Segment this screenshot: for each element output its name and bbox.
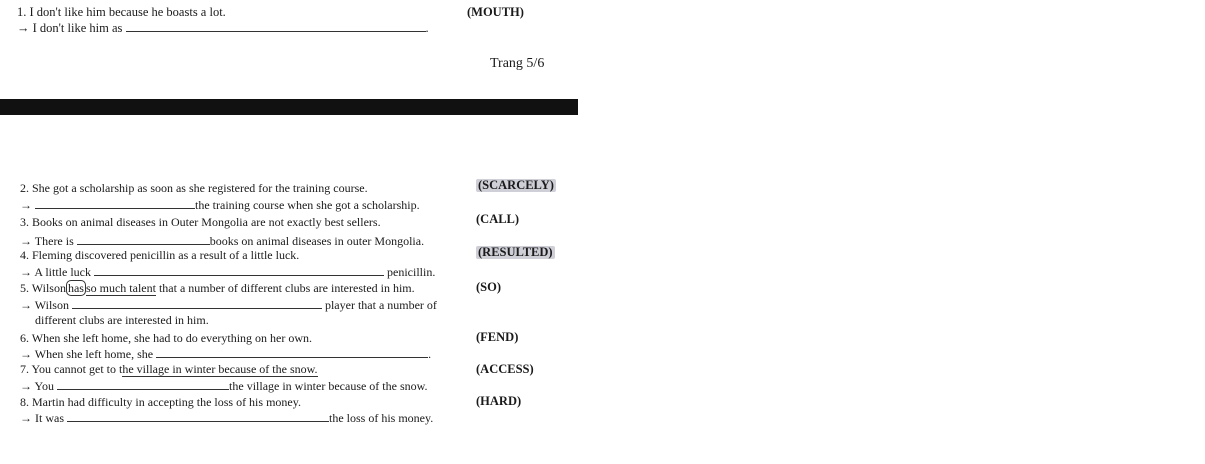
question-5-sentence-start: 5. Wilson (20, 281, 66, 295)
question-8-keyword: (HARD) (476, 394, 522, 408)
question-5-keyword: (SO) (476, 280, 501, 294)
question-5-answer (20, 298, 437, 311)
question-3-answer (20, 234, 424, 247)
question-2-arrow: → (20, 198, 32, 212)
question-3-sentence: 3. Books on animal diseases in Outer Mongolia are not exactly best sellers. (20, 215, 381, 229)
question-5-blank[interactable] (72, 298, 322, 309)
question-5-underlined-phrase: so much talent (85, 281, 156, 295)
question-6-blank[interactable] (156, 347, 428, 358)
question-2-sentence: 2. She got a scholarship as soon as she registered for the training course. (20, 181, 368, 195)
question-7-underlined-phrase: he village in winter because of the snow. (122, 362, 318, 376)
question-4-answer-prefix: → A little luck (20, 265, 91, 279)
question-6-keyword: (FEND) (476, 330, 519, 344)
question-5-answer-suffix: player that a number of (324, 298, 437, 312)
question-2-answer-suffix: the training course when she got a scholarship. (195, 198, 420, 212)
question-6-sentence: 6. When she left home, she had to do everything on her own. (20, 331, 313, 345)
question-4-answer (20, 265, 435, 278)
question-8-answer-suffix: the loss of his money. (329, 411, 434, 425)
question-3-keyword: (CALL) (476, 212, 520, 226)
question-5-sentence-end: that a number of different clubs are interested in him. (158, 281, 415, 295)
question-4-blank[interactable] (94, 265, 384, 276)
question-4-sentence: 4. Fleming discovered penicillin as a result of a little luck. (20, 248, 300, 262)
question-7-blank[interactable] (57, 379, 229, 390)
question-3-answer-suffix: books on animal diseases in outer Mongolia. (209, 234, 425, 248)
question-7-keyword: (ACCESS) (476, 362, 534, 376)
question-8-answer-prefix: → It was (20, 411, 64, 425)
question-6-answer (20, 347, 431, 360)
question-1-sentence: 1. I don't like him because he boasts a lot. (17, 5, 226, 19)
question-1-blank[interactable] (126, 21, 426, 32)
question-6-answer-prefix: → When she left home, she (20, 347, 154, 361)
question-2-keyword: (SCARCELY) (478, 178, 554, 192)
question-5-answer-line2: different clubs are interested in him. (35, 313, 209, 327)
question-3-blank[interactable] (77, 234, 210, 245)
question-1-answer-end: . (425, 21, 429, 35)
question-8-blank[interactable] (67, 411, 329, 422)
page-number: Trang 5/6 (490, 56, 545, 71)
question-1-keyword: (MOUTH) (467, 5, 524, 19)
question-7-answer-prefix: → You (20, 379, 55, 393)
question-4-keyword: (RESULTED) (478, 245, 553, 259)
question-5-answer-prefix: → Wilson (20, 298, 69, 312)
question-2-blank[interactable] (35, 198, 195, 209)
question-4-answer-suffix: penicillin. (387, 265, 436, 279)
question-6-answer-end: . (428, 347, 432, 361)
question-8-sentence: 8. Martin had difficulty in accepting the loss of his money. (20, 395, 301, 409)
question-1-answer (17, 21, 429, 35)
question-3-answer-prefix: → There is (20, 234, 74, 248)
question-8-answer (20, 411, 433, 424)
scan-divider-band (0, 99, 578, 115)
question-7-answer (20, 379, 428, 392)
question-7-sentence-start: 7. You cannot get to t (20, 362, 123, 376)
question-5-sentence (20, 282, 415, 294)
question-1-answer-prefix: → I don't like him as (17, 21, 123, 35)
question-7-sentence (20, 363, 318, 375)
question-7-answer-suffix: the village in winter because of the snow. (229, 379, 428, 393)
question-2-answer (20, 198, 420, 211)
question-5-boxed-word: has (67, 281, 84, 295)
